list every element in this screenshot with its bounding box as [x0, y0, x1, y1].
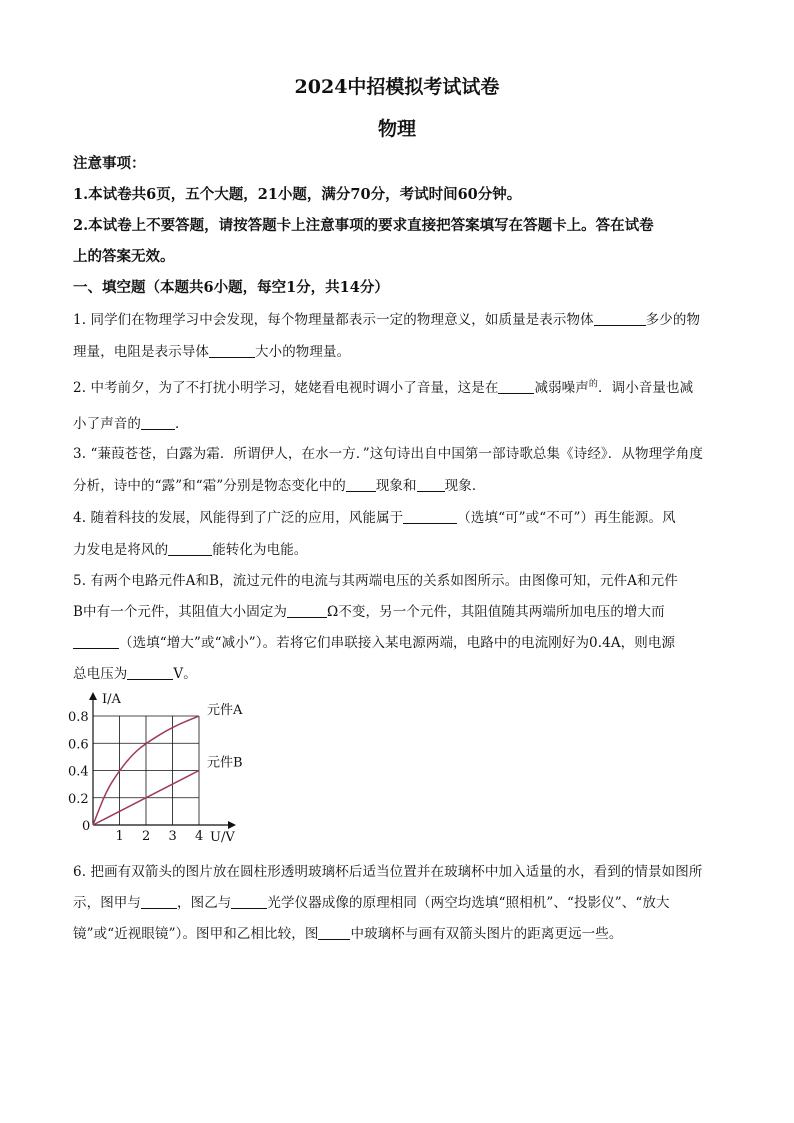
q3-text-c: 现象．	[444, 478, 486, 494]
q2-text-a: 2. 中考前夕，为了不打扰小明学习，姥姥看电视时调小了音量，这是在	[73, 380, 499, 396]
q4-text-c: 力发电是将风的	[73, 542, 169, 558]
answer-blank	[498, 379, 534, 394]
q3-text-b: 现象和	[375, 478, 417, 494]
exam-title: 2024中招模拟考试试卷	[294, 76, 500, 98]
q1-text-b: 多少的物	[645, 312, 701, 328]
answer-blank	[127, 665, 173, 680]
answer-blank	[594, 311, 646, 326]
question-4-line-2	[73, 538, 307, 558]
q6-text-b: ，图乙与	[177, 895, 232, 911]
q2-text-c: ．调小音量也减	[598, 380, 694, 396]
y-tick-label: 0.8	[68, 710, 89, 725]
y-tick-label: 0.2	[68, 791, 89, 807]
question-3-line-2	[73, 474, 485, 494]
q1-text-a: 1. 同学们在物理学习中会发现，每个物理量都表示一定的物理意义，如质量是表示物体	[73, 312, 594, 328]
answer-blank	[318, 925, 350, 940]
series-label-a: 元件A	[207, 703, 243, 718]
y-axis-label: I/A	[102, 692, 121, 707]
origin-label: 0	[82, 819, 91, 834]
answer-blank	[417, 477, 445, 492]
q5-text-e: V。	[173, 666, 197, 682]
question-4-line-1	[73, 506, 676, 526]
notice-item-2-line-1: 2.本试卷上不要答题，请按答题卡上注意事项的要求直接把答案填写在答题卡上。答在试卷	[73, 217, 654, 234]
question-1-line-1	[73, 308, 700, 328]
x-axis-arrow	[228, 821, 236, 829]
answer-blank	[73, 634, 119, 649]
question-1-line-2	[73, 340, 350, 360]
question-5-line-3	[73, 631, 675, 651]
answer-blank	[231, 894, 267, 909]
y-tick-label: 0.6	[68, 737, 89, 753]
question-6-line-2	[73, 891, 670, 911]
q5-text-c: （选填“增大”或“减小”）。若将它们串联接入某电源两端，电路中的电流刚好为0.4A，则电源	[119, 635, 676, 651]
question-5-line-2	[73, 600, 665, 620]
q4-text-d: 能转化为电能。	[212, 542, 308, 558]
q5-text-a: B中有一个元件，其阻值大小固定为	[73, 604, 288, 620]
answer-blank	[346, 477, 376, 492]
q6-text-d: 镜”或“近视眼镜”）。图甲和乙相比较，图	[73, 926, 319, 942]
x-tick-label: 4	[195, 829, 204, 844]
notice-item-1: 1.本试卷共6页，五个大题，21小题，满分70分，考试时间60分钟。	[73, 186, 522, 203]
q2-text-d: 小了声音的	[73, 416, 141, 432]
answer-blank	[287, 603, 327, 618]
answer-blank	[141, 415, 175, 430]
q5-text-b: Ω不变，另一个元件，其阻值随其两端所加电压的增大而	[327, 604, 665, 620]
q1-text-d: 大小的物理量。	[255, 344, 351, 360]
x-axis-label: U/V	[210, 830, 235, 845]
x-tick-label: 3	[168, 829, 177, 844]
section-1-heading: 一、填空题（本题共6小题，每空1分，共14分）	[73, 279, 389, 296]
answer-blank	[141, 894, 177, 909]
x-tick-label: 2	[142, 829, 151, 844]
question-6-line-3	[73, 922, 622, 942]
x-tick-label: 1	[115, 829, 124, 844]
q3-text-a: 分析，诗中的“露”和“霜”分别是物态变化中的	[73, 478, 346, 494]
question-2-line-2	[73, 412, 189, 432]
question-5-line-1: 5. 有两个电路元件A和B，流过元件的电流与其两端电压的关系如图所示。由图像可知，元件A和元件	[73, 573, 678, 589]
graph-grid	[93, 716, 199, 825]
notice-heading: 注意事项：	[73, 155, 146, 172]
answer-blank	[209, 343, 255, 358]
answer-blank	[403, 509, 457, 524]
question-2-line-1: 2. 中考前夕，为了不打扰小明学习，姥姥看电视时调小了音量，这是在 减弱噪声$^的$．调小音量也减	[73, 379, 694, 396]
series-label-b: 元件B	[207, 755, 243, 771]
answer-blank	[168, 541, 212, 556]
notice-item-2-line-2: 上的答案无效。	[73, 248, 175, 265]
graph-series	[93, 703, 243, 825]
q1-text-c: 理量，电阻是表示导体	[73, 344, 209, 360]
subject-title: 物理	[377, 118, 416, 140]
question-3-line-1: 3. “蒹葭苍苍，白露为霜．所谓伊人，在水一方．”这句诗出自中国第一部诗歌总集《诗经》．从物理学角度	[73, 446, 703, 462]
q4-text-a: 4. 随着科技的发展，风能得到了广泛的应用，风能属于	[73, 510, 404, 526]
q2-text-e: ．	[175, 416, 189, 432]
q2-text-b: 减弱噪声	[534, 380, 589, 396]
question-6-line-1: 6. 把画有双箭头的图片放在圆柱形透明玻璃杯后适当位置并在玻璃杯中加入适量的水，看到的情景如图所	[73, 864, 703, 880]
q4-text-b: （选填“可”或“不可”）再生能源。风	[457, 510, 676, 526]
iu-graph	[60, 688, 280, 848]
q6-text-c: 光学仪器成像的原理相同（两空均选填“照相机”、“投影仪”、“放大	[267, 895, 670, 911]
y-tick-label: 0.4	[68, 764, 89, 780]
question-5-line-4	[73, 662, 197, 682]
y-axis-arrow	[89, 692, 97, 700]
q5-text-d: 总电压为	[73, 666, 128, 682]
q6-text-a: 示，图甲与	[73, 895, 141, 911]
q6-text-e: 中玻璃杯与画有双箭头图片的距离更远一些。	[350, 926, 623, 942]
